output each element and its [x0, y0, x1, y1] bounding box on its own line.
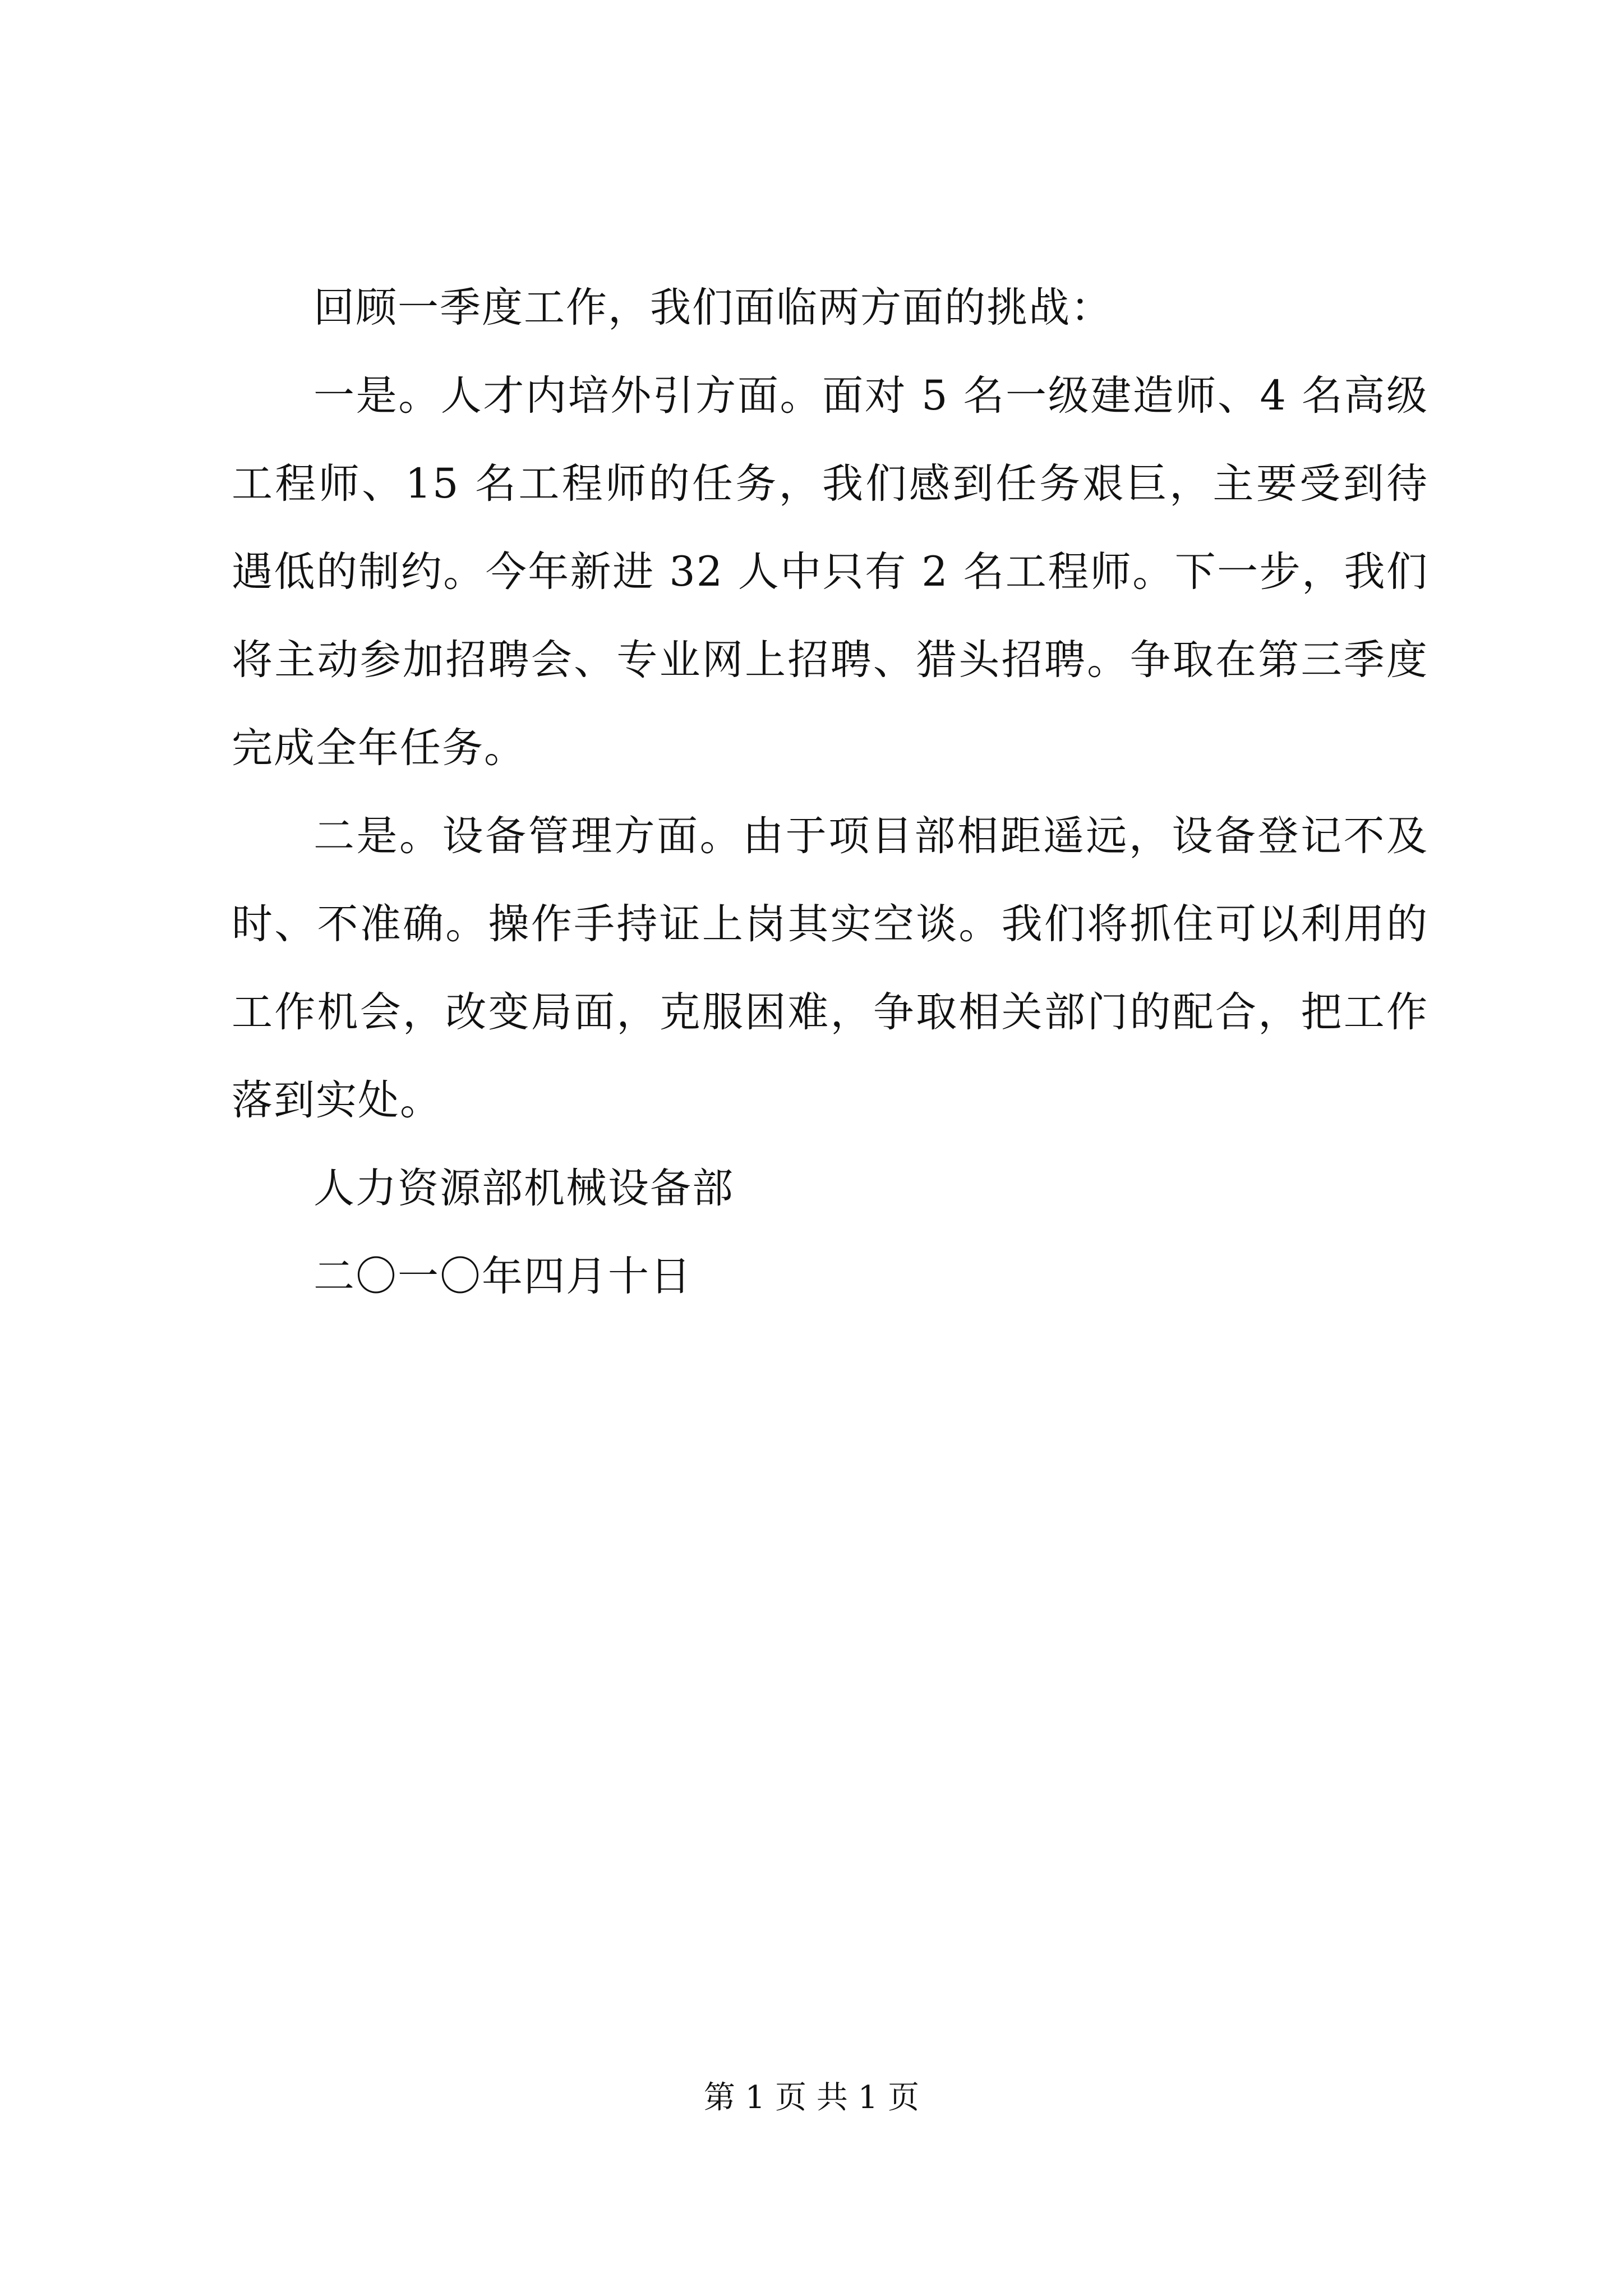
talent-paragraph: 一是。人才内培外引方面。面对 5 名一级建造师、4 名高级工程师、15 名工程师的任务，我们感到任务艰巨，主要受到待遇低的制约。今年新进 32 人中只有 2 名工程师。下一步，我们将主动参加招聘会、专业网上招聘、猎头招聘。争取在第三季度完成全年任务。 — [232, 372, 1428, 772]
document-body — [232, 264, 1428, 1320]
intro-paragraph: 回顾一季度工作，我们面临两方面的挑战： — [313, 284, 1113, 332]
page-number-footer: 第 1 页 共 1 页 — [703, 2079, 920, 2116]
signature-date: 二〇一〇年四月十日 — [313, 1253, 692, 1300]
signature-department: 人力资源部机械设备部 — [313, 1165, 734, 1212]
equipment-paragraph: 二是。设备管理方面。由于项目部相距遥远，设备登记不及时、不准确。操作手持证上岗其实空谈。我们将抓住可以利用的工作机会，改变局面，克服困难，争取相关部门的配合，把工作落到实处。 — [232, 812, 1428, 1124]
